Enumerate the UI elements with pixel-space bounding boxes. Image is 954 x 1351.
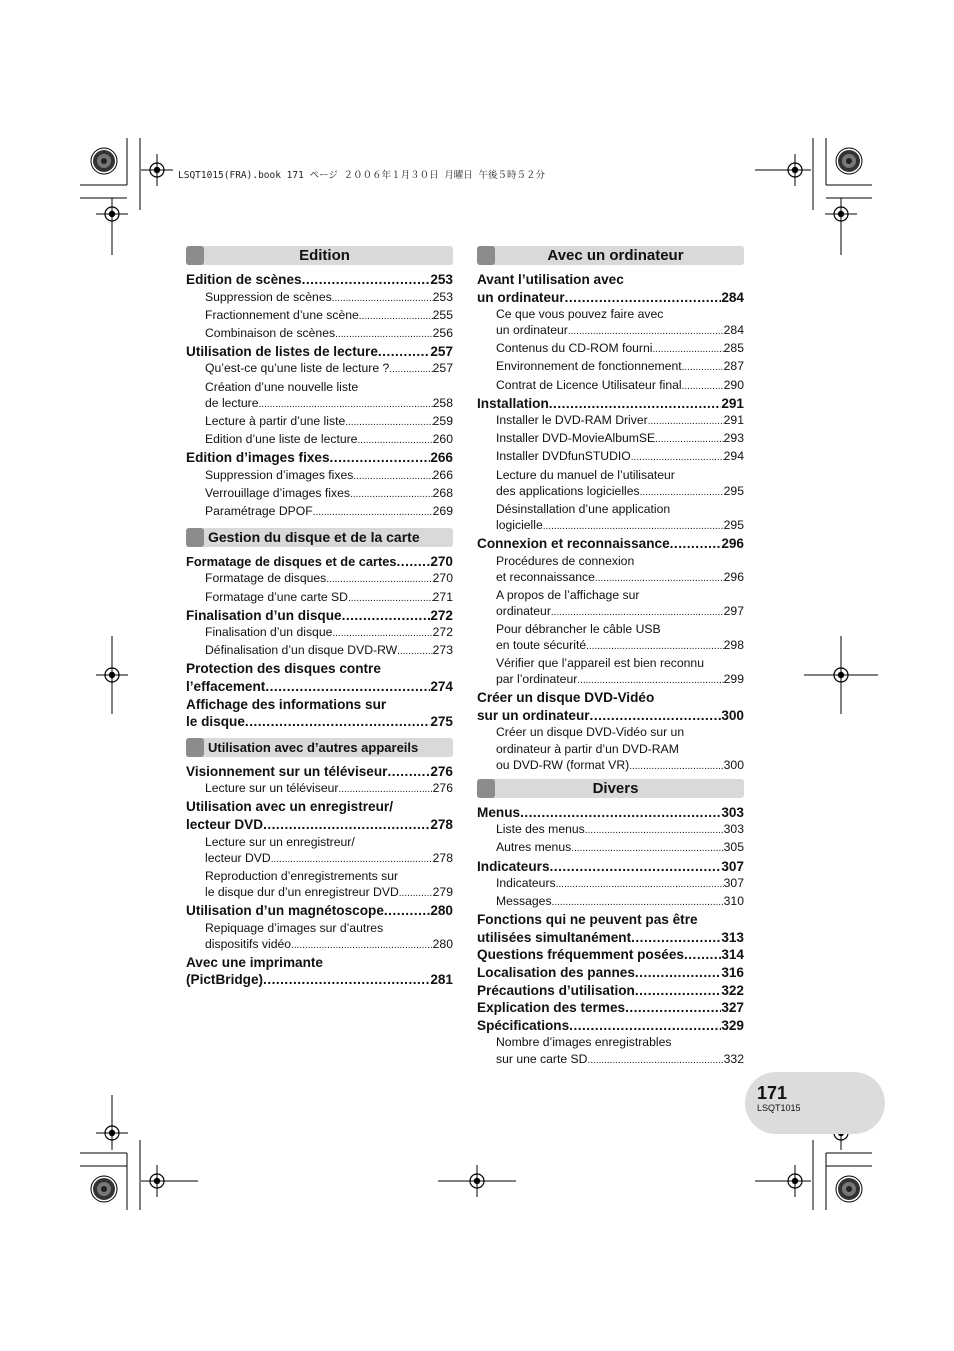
toc-entry-line: Créer un disque DVD-Vidéo <box>477 690 655 706</box>
toc-subentry[interactable]: Autres menus ..... 305 <box>477 839 744 857</box>
toc-subentry[interactable]: Indicateurs ..... 307 <box>477 875 744 893</box>
section-title: Utilisation avec d’autres appareils <box>208 739 419 755</box>
toc-subentry[interactable]: Contenus du CD-ROM fourni ..... 285 <box>477 340 744 358</box>
toc-subentry[interactable]: Environnement de fonctionnement ..... 287 <box>477 358 744 376</box>
toc-subentry-line: Ce que vous pouvez faire avec <box>496 307 664 322</box>
toc-subentry[interactable]: ordinateur ..... 297 <box>477 603 744 621</box>
toc-subentry[interactable]: Finalisation d’un disque ..... 272 <box>186 624 453 642</box>
toc-entry[interactable]: un ordinateur ..... 284 <box>477 289 744 307</box>
toc-subentry-line: Procédures de connexion <box>496 553 635 568</box>
toc-subentry[interactable]: de lecture ..... 258 <box>186 395 453 413</box>
toc-entry[interactable]: Connexion et reconnaissance ..... 296 <box>477 535 744 553</box>
toc-entry[interactable]: Utilisation d’un magnétoscope ..... 280 <box>186 902 453 920</box>
toc-entry[interactable]: Formatage de disques et de cartes ..... 270 <box>186 553 453 571</box>
toc-entry[interactable]: Visionnement sur un téléviseur ..... 276 <box>186 763 453 781</box>
toc-subentry-line: Repiquage d’images sur d’autres <box>205 920 384 935</box>
toc-subentry-line: Désinstallation d’une application <box>496 501 671 516</box>
toc-subentry[interactable]: Fractionnement d’une scène ..... 255 <box>186 307 453 325</box>
toc-subentry-line: Lecture du manuel de l’utilisateur <box>496 467 675 482</box>
toc-entry[interactable]: le disque ..... 275 <box>186 713 453 731</box>
section-header-divers <box>477 779 744 798</box>
toc-entry[interactable]: l’effacement ..... 274 <box>186 678 453 696</box>
toc-entry-line: Avant l’utilisation avec <box>477 272 624 287</box>
toc-subentry-line: Lecture sur un enregistreur/ <box>205 834 355 849</box>
toc-entry[interactable]: Précautions d’utilisation ..... 322 <box>477 982 744 1000</box>
toc-subentry[interactable]: Installer le DVD-RAM Driver ..... 291 <box>477 412 744 430</box>
model-code: LSQT1015 <box>757 1103 801 1113</box>
toc-entry[interactable]: Utilisation de listes de lecture ..... 257 <box>186 343 453 361</box>
toc-subentry[interactable]: Suppression de scènes ..... 253 <box>186 289 453 307</box>
section-header-ordinateur <box>477 246 744 265</box>
toc-entry[interactable]: Edition de scènes ..... 253 <box>186 271 453 289</box>
toc-subentry[interactable]: Liste des menus ..... 303 <box>477 821 744 839</box>
toc-subentry-line: Créer un disque DVD-Vidéo sur un <box>496 725 685 740</box>
toc-entry[interactable]: utilisées simultanément ..... 313 <box>477 929 744 947</box>
toc-entry[interactable]: Questions fréquemment posées ..... 314 <box>477 946 744 964</box>
toc-subentry[interactable]: en toute sécurité ..... 298 <box>477 637 744 655</box>
toc-subentry[interactable]: lecteur DVD ..... 278 <box>186 850 453 868</box>
left-column <box>186 246 453 989</box>
toc-subentry[interactable]: sur une carte SD ..... 332 <box>477 1051 744 1069</box>
toc-subentry[interactable]: Combinaison de scènes ..... 256 <box>186 325 453 343</box>
toc-entry[interactable]: sur un ordinateur ..... 300 <box>477 707 744 725</box>
toc-entry[interactable]: lecteur DVD ..... 278 <box>186 816 453 834</box>
toc-subentry[interactable]: Formatage d’une carte SD ..... 271 <box>186 589 453 607</box>
toc-entry-line: Protection des disques contre <box>186 661 381 677</box>
toc-subentry[interactable]: Edition d’une liste de lecture ..... 260 <box>186 431 453 449</box>
section-title: Gestion du disque et de la carte <box>208 528 420 545</box>
toc-entry[interactable]: Spécifications ..... 329 <box>477 1017 744 1035</box>
toc-entry[interactable]: (PictBridge) ..... 281 <box>186 971 453 989</box>
toc-entry[interactable]: Finalisation d’un disque ..... 272 <box>186 607 453 625</box>
section-title: Avec un ordinateur <box>547 247 684 264</box>
toc-subentry-line: ordinateur à partir d’un DVD-RAM <box>496 741 679 756</box>
toc-subentry-line: Vérifier que l’appareil est bien reconnu <box>496 656 704 671</box>
toc-subentry[interactable]: logicielle ..... 295 <box>477 517 744 535</box>
toc-entry-line: Avec une imprimante <box>186 954 323 970</box>
section-title: Edition <box>299 247 350 264</box>
toc-subentry-line: Pour débrancher le câble USB <box>496 621 661 636</box>
toc-entry[interactable]: Explication des termes ..... 327 <box>477 999 744 1017</box>
right-column <box>477 246 744 1069</box>
toc-subentry[interactable]: un ordinateur ..... 284 <box>477 322 744 340</box>
toc-entry[interactable]: Localisation des pannes ..... 316 <box>477 964 744 982</box>
toc-subentry[interactable]: Formatage de disques ..... 270 <box>186 570 453 588</box>
toc-subentry[interactable]: Installer DVD-MovieAlbumSE ..... 293 <box>477 430 744 448</box>
toc-entry-line: Fonctions qui ne peuvent pas être <box>477 912 698 928</box>
toc-subentry[interactable]: par l’ordinateur ..... 299 <box>477 671 744 689</box>
toc-subentry[interactable]: Verrouillage d’images fixes ..... 268 <box>186 485 453 503</box>
toc-subentry[interactable]: dispositifs vidéo ..... 280 <box>186 936 453 954</box>
toc-entry[interactable]: Installation ..... 291 <box>477 395 744 413</box>
toc-entry[interactable]: Edition d’images fixes ..... 266 <box>186 449 453 467</box>
section-header-gestion <box>186 528 453 547</box>
toc-subentry-line: Nombre d’images enregistrables <box>496 1035 672 1050</box>
toc-entry-line: Utilisation avec un enregistreur/ <box>186 799 393 815</box>
page-number: 171 <box>757 1083 788 1103</box>
toc-subentry[interactable]: le disque dur d’un enregistreur DVD ..... 279 <box>186 884 453 902</box>
toc-subentry[interactable]: et reconnaissance ..... 296 <box>477 569 744 587</box>
section-header-autres <box>186 738 453 757</box>
section-title: Divers <box>592 779 639 797</box>
toc-subentry[interactable]: ou DVD-RW (format VR) ..... 300 <box>477 757 744 775</box>
print-header: LSQT1015(FRA).book 171 ページ ２００６年１月３０日 月曜日 午後５時５２分 <box>178 170 546 181</box>
toc-subentry[interactable]: Lecture à partir d’une liste ..... 259 <box>186 413 453 431</box>
toc-subentry[interactable]: Suppression d’images fixes ..... 266 <box>186 467 453 485</box>
toc-subentry[interactable]: Contrat de Licence Utilisateur final ..... 290 <box>477 377 744 395</box>
toc-subentry-line: Création d’une nouvelle liste <box>205 379 359 394</box>
toc-entry-line: Affichage des informations sur <box>186 696 387 712</box>
section-header-edition <box>186 246 453 265</box>
toc-subentry[interactable]: Définalisation d’un disque DVD-RW ..... 273 <box>186 642 453 660</box>
toc-subentry[interactable]: des applications logicielles ..... 295 <box>477 483 744 501</box>
toc-subentry[interactable]: Messages ..... 310 <box>477 893 744 911</box>
toc-subentry-line: Reproduction d’enregistrements sur <box>205 868 399 883</box>
toc-subentry-line: A propos de l’affichage sur <box>496 587 640 602</box>
toc-subentry[interactable]: Installer DVDfunSTUDIO ..... 294 <box>477 448 744 466</box>
toc-entry[interactable]: Indicateurs ..... 307 <box>477 858 744 876</box>
toc-subentry[interactable]: Qu’est-ce qu’une liste de lecture ? ..... 257 <box>186 360 453 378</box>
toc-entry[interactable]: Menus ..... 303 <box>477 804 744 822</box>
toc-subentry[interactable]: Lecture sur un téléviseur ..... 276 <box>186 780 453 798</box>
toc-subentry[interactable]: Paramétrage DPOF ..... 269 <box>186 503 453 521</box>
